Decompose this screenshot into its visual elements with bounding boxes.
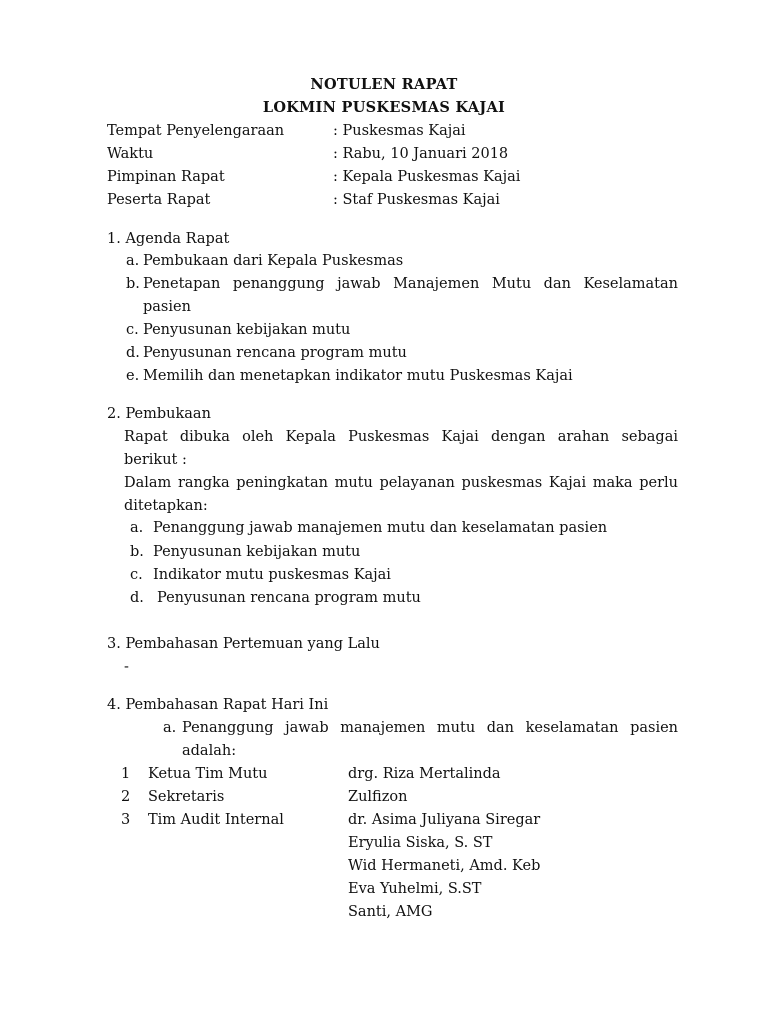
today-item-a-line2: adalah: bbox=[182, 743, 237, 759]
opening-item-c: Indikator mutu puskesmas Kajai bbox=[153, 567, 391, 583]
agenda-letter-c: c. bbox=[126, 322, 139, 338]
agenda-item-e: Memilih dan menetapkan indikator mutu Puskesmas Kajai bbox=[143, 368, 573, 384]
team-row-2-role: Sekretaris bbox=[148, 789, 225, 805]
team-row-1-role: Ketua Tim Mutu bbox=[148, 766, 268, 782]
opening-letter-a: a. bbox=[130, 520, 144, 536]
audit-member-name: Eryulia Siska, S. ST bbox=[348, 835, 493, 851]
opening-item-b: Penyusunan kebijakan mutu bbox=[153, 544, 361, 560]
agenda-letter-d: d. bbox=[126, 345, 140, 361]
team-row-1-name: drg. Riza Mertalinda bbox=[348, 766, 501, 782]
info-label-leader: Pimpinan Rapat bbox=[107, 169, 225, 185]
agenda-letter-a: a. bbox=[126, 253, 140, 269]
team-row-3-no: 3 bbox=[121, 812, 131, 828]
opening-para2-line1: Dalam rangka peningkatan mutu pelayanan puskesmas Kajai maka perlu bbox=[124, 475, 678, 491]
agenda-item-a: Pembukaan dari Kepala Puskesmas bbox=[143, 253, 404, 269]
document-subtitle: LOKMIN PUSKESMAS KAJAI bbox=[262, 99, 506, 116]
today-letter-a: a. bbox=[163, 720, 177, 736]
team-row-1-no: 1 bbox=[121, 766, 131, 782]
opening-item-d: Penyusunan rencana program mutu bbox=[157, 590, 421, 606]
agenda-item-b-cont: pasien bbox=[143, 299, 191, 315]
agenda-item-c: Penyusunan kebijakan mutu bbox=[143, 322, 351, 338]
team-row-3-role: Tim Audit Internal bbox=[148, 812, 284, 828]
opening-para1-line1: Rapat dibuka oleh Kepala Puskesmas Kajai dengan arahan sebagai bbox=[124, 429, 678, 445]
opening-para1-line2: berikut : bbox=[124, 452, 187, 468]
info-value-time: : Rabu, 10 Januari 2018 bbox=[333, 146, 509, 162]
section-1-heading: 1. Agenda Rapat bbox=[107, 231, 230, 247]
agenda-letter-b: b. bbox=[126, 276, 140, 292]
document-title: NOTULEN RAPAT bbox=[310, 76, 458, 93]
agenda-item-d: Penyusunan rencana program mutu bbox=[143, 345, 407, 361]
opening-letter-d: d. bbox=[130, 590, 144, 606]
today-item-a-line1: Penanggung jawab manajemen mutu dan keselamatan pasien bbox=[182, 720, 678, 736]
info-label-place: Tempat Penyelengaraan bbox=[107, 123, 285, 139]
team-row-2-no: 2 bbox=[121, 789, 131, 805]
info-value-participants: : Staf Puskesmas Kajai bbox=[333, 192, 500, 208]
info-value-leader: : Kepala Puskesmas Kajai bbox=[333, 169, 521, 185]
opening-item-a: Penanggung jawab manajemen mutu dan keselamatan pasien bbox=[153, 520, 608, 536]
info-label-participants: Peserta Rapat bbox=[107, 192, 211, 208]
team-row-3-name: dr. Asima Juliyana Siregar bbox=[348, 812, 541, 828]
agenda-letter-e: e. bbox=[126, 368, 140, 384]
agenda-item-b: Penetapan penanggung jawab Manajemen Mutu dan Keselamatan bbox=[143, 276, 678, 292]
info-label-time: Waktu bbox=[107, 146, 154, 162]
audit-member-name: Eva Yuhelmi, S.ST bbox=[348, 881, 482, 897]
section-3-heading: 3. Pembahasan Pertemuan yang Lalu bbox=[107, 636, 380, 652]
section-2-heading: 2. Pembukaan bbox=[107, 406, 211, 422]
team-row-2-name: Zulfizon bbox=[348, 789, 408, 805]
opening-para2-line2: ditetapkan: bbox=[124, 498, 208, 514]
opening-letter-c: c. bbox=[130, 567, 143, 583]
section-4-heading: 4. Pembahasan Rapat Hari Ini bbox=[107, 697, 329, 713]
audit-member-name: Santi, AMG bbox=[348, 904, 433, 920]
opening-letter-b: b. bbox=[130, 544, 144, 560]
info-value-place: : Puskesmas Kajai bbox=[333, 123, 466, 139]
previous-meeting-dash: - bbox=[124, 659, 129, 675]
audit-member-name: Wid Hermaneti, Amd. Keb bbox=[348, 858, 541, 874]
